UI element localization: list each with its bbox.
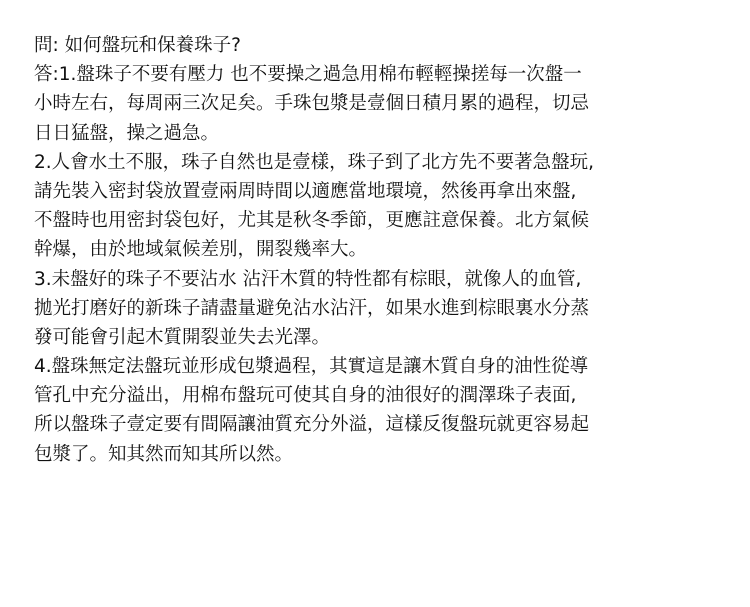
answer-line: 答:1.盤珠子不要有壓力 也不要操之過急用棉布輕輕操搓每一次盤一 [34,64,582,86]
text-line: 3.未盤好的珠子不要沾水 沾汗木質的特性都有棕眼，就像人的血管, [34,268,582,290]
text-line: 所以盤珠子壹定要有間隔讓油質充分外溢，這樣反復盤玩就更容易起 [34,414,590,436]
text-line: 日日猛盤，操之過急。 [34,122,220,144]
text-line: 4.盤珠無定法盤玩並形成包漿過程，其實這是讓木質自身的油性從導 [34,356,589,378]
text-line: 發可能會引起木質開裂並失去光澤。 [34,326,331,348]
text-line: 請先裝入密封袋放置壹兩周時間以適應當地環境，然後再拿出來盤, [34,180,577,202]
text-line: 2.人會水土不服，珠子自然也是壹樣，珠子到了北方先不要著急盤玩, [34,151,595,173]
text-line: 小時左右，每周兩三次足矣。手珠包漿是壹個日積月累的過程，切忌 [34,93,590,115]
text-line: 管孔中充分溢出，用棉布盤玩可使其自身的油很好的潤澤珠子表面, [34,385,577,407]
document-text [34,31,724,469]
text-line: 幹爆，由於地域氣候差別，開裂幾率大。 [34,239,368,261]
text-line: 包漿了。知其然而知其所以然。 [34,443,294,465]
text-line: 不盤時也用密封袋包好，尤其是秋冬季節，更應註意保養。北方氣候 [34,210,590,232]
text-line: 拋光打磨好的新珠子請盡量避免沾水沾汗，如果水進到棕眼裏水分蒸 [34,297,590,319]
question-line: 問: 如何盤玩和保養珠子? [34,35,241,56]
